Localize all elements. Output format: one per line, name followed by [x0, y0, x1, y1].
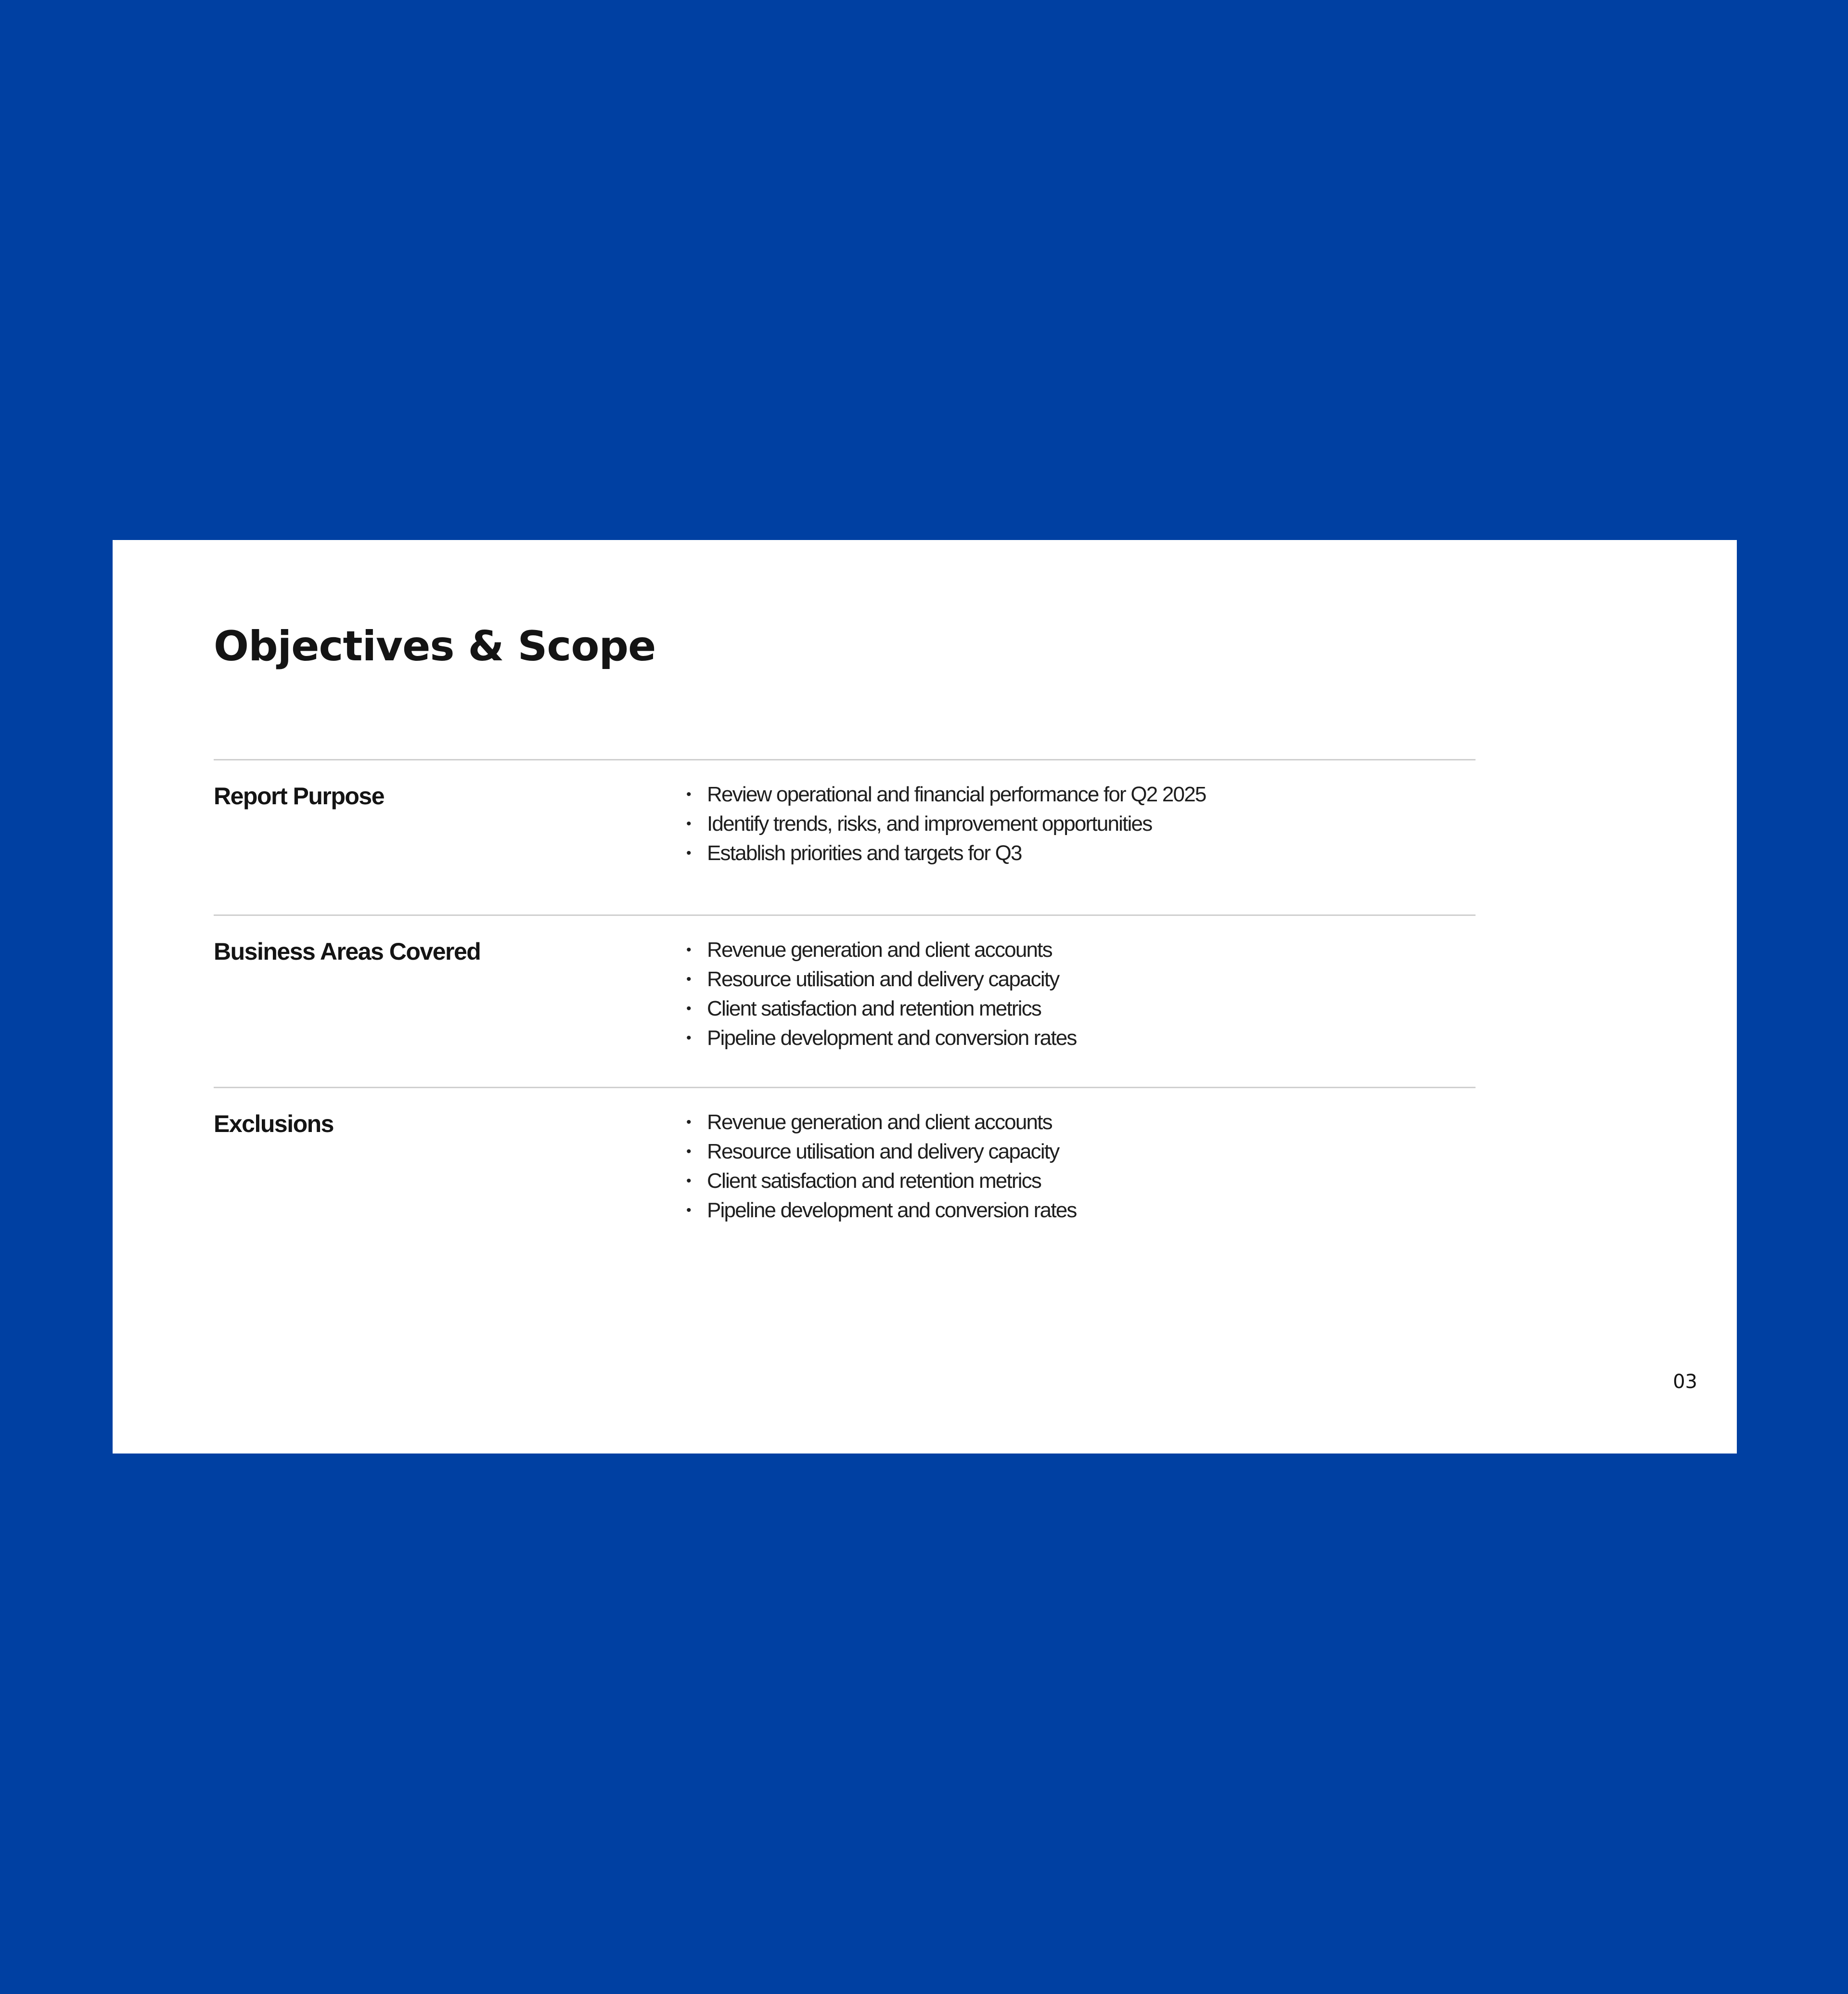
list-item: • Client satisfaction and retention metrics [686, 1166, 1077, 1196]
list-item: • Revenue generation and client accounts [686, 935, 1077, 965]
list-item: • Identify trends, risks, and improvement opportunities [686, 809, 1206, 838]
section-report-purpose [214, 759, 1476, 865]
section-exclusions [214, 1087, 1476, 1222]
section-label: Exclusions [214, 1110, 334, 1137]
section-label: Business Areas Covered [214, 938, 481, 965]
list-item: • Resource utilisation and delivery capacity [686, 965, 1077, 994]
list-item: • Resource utilisation and delivery capacity [686, 1137, 1077, 1166]
bullet-list [686, 935, 1077, 1053]
page-number: 03 [1673, 1371, 1697, 1393]
section-business-areas-covered [214, 914, 1476, 1050]
page-title: Objectives & Scope [214, 622, 656, 670]
list-item: • Revenue generation and client accounts [686, 1107, 1077, 1137]
bullet-list [686, 1107, 1077, 1225]
list-item: • Establish priorities and targets for Q3 [686, 838, 1206, 868]
bullet-list [686, 780, 1206, 868]
list-item: • Pipeline development and conversion rates [686, 1196, 1077, 1225]
list-item: • Review operational and financial performance for Q2 2025 [686, 780, 1206, 809]
list-item: • Pipeline development and conversion rates [686, 1023, 1077, 1053]
list-item: • Client satisfaction and retention metrics [686, 994, 1077, 1023]
section-label: Report Purpose [214, 783, 385, 810]
slide-page [113, 540, 1737, 1454]
